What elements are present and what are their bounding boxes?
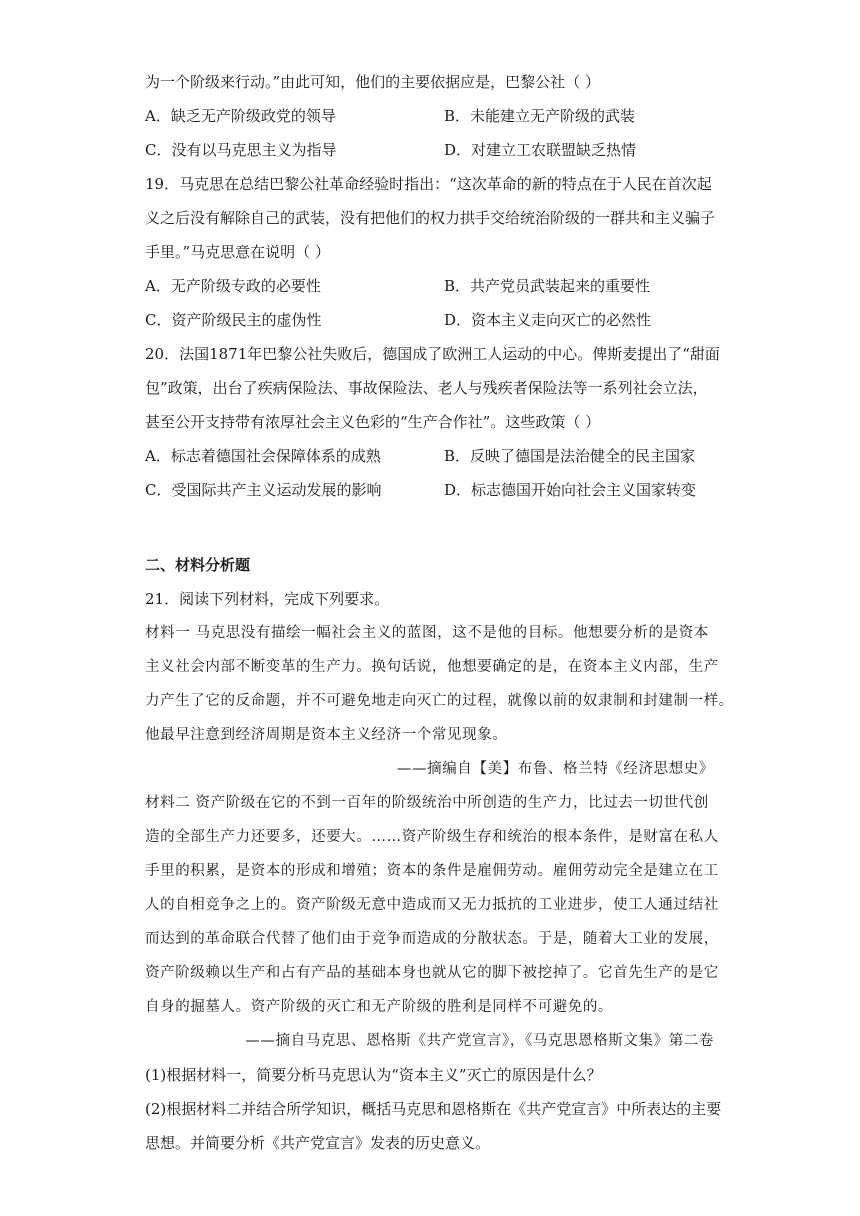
q21-intro: 21．阅读下列材料，完成下列要求。 <box>145 590 390 608</box>
subquestion-2-line-2: 思想。并简要分析《共产党宣言》发表的历史意义。 <box>145 1134 491 1152</box>
q19-stem-line-3: 手里。”马克思意在说明（ ） <box>145 243 330 261</box>
subquestion-1: (1)根据材料一，简要分析马克思认为“资本主义”灭亡的原因是什么？ <box>145 1066 602 1084</box>
q20-option-b: B．反映了德国是法治健全的民主国家 <box>444 447 696 465</box>
q20-option-a: A．标志着德国社会保障体系的成熟 <box>145 447 381 465</box>
material2-line-1: 材料二 资产阶级在它的不到一百年的阶级统治中所创造的生产力，比过去一切世代创 <box>145 795 709 811</box>
q19-stem-line-2: 义之后没有解除自己的武装，没有把他们的权力拱手交给统治阶级的一群共和主义骗子 <box>145 209 716 227</box>
material2-line-4: 人的自相竞争之上的。资产阶级无意中造成而又无力抵抗的工业进步，使工人通过结社 <box>145 897 719 913</box>
material1-source: ——摘编自【美】布鲁、格兰特《经济思想史》 <box>396 761 714 777</box>
q19-option-c: C．资产阶级民主的虚伪性 <box>145 311 322 329</box>
q20-option-c: C．受国际共产主义运动发展的影响 <box>145 481 382 499</box>
q18-option-a: A．缺乏无产阶级政党的领导 <box>145 107 336 125</box>
material1-line-2: 主义社会内部不断变革的生产力。换句话说，他想要确定的是，在资本主义内部，生产 <box>145 659 719 675</box>
material1-line-4: 他最早注意到经济周期是资本主义经济一个常见现象。 <box>145 727 508 743</box>
material2-line-3: 手里的积累，是资本的形成和增殖；资本的条件是雇佣劳动。雇佣劳动完全是建立在工 <box>145 863 719 879</box>
q19-option-b: B．共产党员武装起来的重要性 <box>444 277 651 295</box>
material2-line-6: 资产阶级赖以生产和占有产品的基础本身也就从它的脚下被挖掉了。它首先生产的是它 <box>145 965 719 981</box>
q19-stem-line-1: 19．马克思在总结巴黎公社革命经验时指出：“这次革命的新的特点在于人民在首次起 <box>145 175 712 193</box>
q20-stem-line-1: 20．法国1871年巴黎公社失败后，德国成了欧洲工人运动的中心。俾斯麦提出了“甜面 <box>145 345 720 363</box>
material1-line-3: 力产生了它的反命题，并不可避免地走向灭亡的过程，就像以前的奴隶制和封建制一样。 <box>145 693 734 709</box>
q20-option-d: D．标志德国开始向社会主义国家转变 <box>444 481 697 499</box>
q19-option-d: D．资本主义走向灭亡的必然性 <box>444 311 652 329</box>
q18-option-d: D．对建立工农联盟缺乏热情 <box>444 141 637 159</box>
section-heading: 二、材料分析题 <box>145 556 251 574</box>
q19-option-a: A．无产阶级专政的必要性 <box>145 277 321 295</box>
material2-line-7: 自身的掘墓人。资产阶级的灭亡和无产阶级的胜利是同样不可避免的。 <box>145 999 614 1015</box>
q18-option-c: C．没有以马克思主义为指导 <box>145 141 337 159</box>
material2-source: ——摘自马克思、恩格斯《共产党宣言》，《马克思恩格斯文集》第二卷 <box>245 1033 714 1049</box>
subquestion-2-line-1: (2)根据材料二并结合所学知识，概括马克思和恩格斯在《共产党宣言》中所表达的主要 <box>145 1100 722 1118</box>
q18-stem-tail: 为一个阶级来行动。”由此可知，他们的主要依据应是，巴黎公社（ ） <box>145 73 600 91</box>
material1-line-1: 材料一 马克思没有描绘一幅社会主义的蓝图，这不是他的目标。他想要分析的是资本 <box>145 625 709 641</box>
q20-stem-line-2: 包”政策，出台了疾病保险法、事故保险法、老人与残疾者保险法等一系列社会立法， <box>145 379 708 397</box>
material2-line-2: 造的全部生产力还要多，还要大。……资产阶级生存和统治的根本条件，是财富在私人 <box>145 829 719 845</box>
material2-line-5: 而达到的革命联合代替了他们由于竞争而造成的分散状态。于是，随着大工业的发展， <box>145 931 719 947</box>
q18-option-b: B．未能建立无产阶级的武装 <box>444 107 636 125</box>
q20-stem-line-3: 甚至公开支持带有浓厚社会主义色彩的“生产合作社”。这些政策（ ） <box>145 413 601 431</box>
